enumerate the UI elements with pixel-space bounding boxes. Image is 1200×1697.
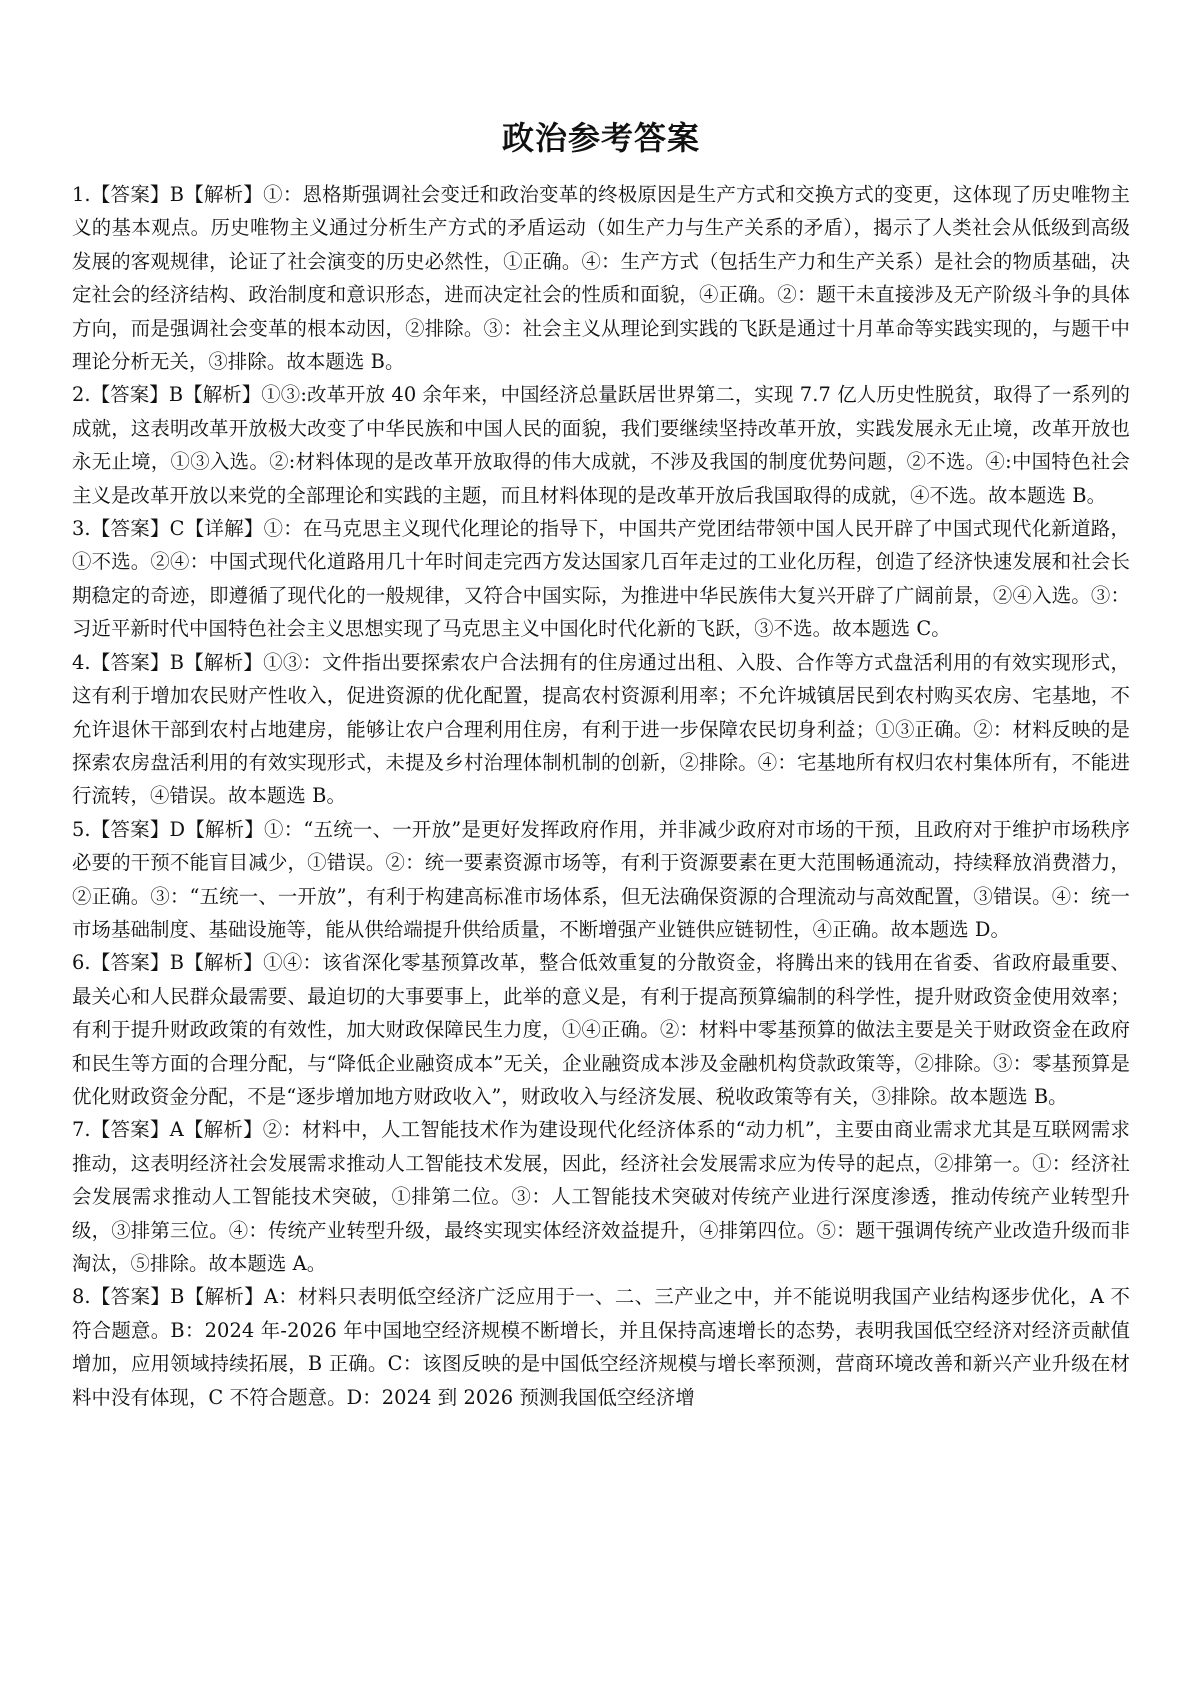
answer-item-2: 2.【答案】B【解析】①③:改革开放 40 余年来，中国经济总量跃居世界第二，实现 7.7 亿人历史性脱贫，取得了一系列的成就，这表明改革开放极大改变了中华民族和中国人民的面貌，我们要继续坚持改革开放，实践发展永无止境，改革开放也永无止境，①③入选。②:材料体现的是改革开放取得的伟大成就，不涉及我国的制度优势问题，②不选。④:中国特色社会主义是改革开放以来党的全部理论和实践的主题，而且材料体现的是改革开放后我国取得的成就，④不选。故本题选 B。 [72, 383, 1130, 507]
answer-item-6: 6.【答案】B【解析】①④：该省深化零基预算改革，整合低效重复的分散资金，将腾出来的钱用在省委、省政府最重要、最关心和人民群众最需要、最迫切的大事要事上，此举的意义是，有利于提高预算编制的科学性，提升财政资金使用效率；有利于提升财政政策的有效性，加大财政保障民生力度，①④正确。②：材料中零基预算的做法主要是关于财政资金在政府和民生等方面的合理分配，与“降低企业融资成本”无关，企业融资成本涉及金融机构贷款政策等，②排除。③：零基预算是优化财政资金分配，不是“逐步增加地方财政收入”，财政收入与经济发展、税收政策等有关，③排除。故本题选 B。 [72, 951, 1130, 1108]
answer-item-7: 7.【答案】A【解析】②：材料中，人工智能技术作为建设现代化经济体系的“动力机”，主要由商业需求尤其是互联网需求推动，这表明经济社会发展需求推动人工智能技术发展，因此，经济社会发展需求应为传导的起点，②排第一。①：经济社会发展需求推动人工智能技术突破，①排第二位。③：人工智能技术突破对传统产业进行深度渗透，推动传统产业转型升级，③排第三位。④：传统产业转型升级，最终实现实体经济效益提升，④排第四位。⑤：题干强调传统产业改造升级而非淘汰，⑤排除。故本题选 A。 [72, 1118, 1130, 1275]
answer-item-5: 5.【答案】D【解析】①：“五统一、一开放”是更好发挥政府作用，并非减少政府对市场的干预，且政府对于维护市场秩序必要的干预不能盲目减少，①错误。②：统一要素资源市场等，有利于资源要素在更大范围畅通流动，持续释放消费潜力，②正确。③：“五统一、一开放”，有利于构建高标准市场体系，但无法确保资源的合理流动与高效配置，③错误。④：统一市场基础制度、基础设施等，能从供给端提升供给质量，不断增强产业链供应链韧性，④正确。故本题选 D。 [72, 817, 1130, 941]
answer-item-3: 3.【答案】C【详解】①：在马克思主义现代化理论的指导下，中国共产党团结带领中国人民开辟了中国式现代化新道路，①不选。②④：中国式现代化道路用几十年时间走完西方发达国家几百年走过的工业化历程，创造了经济快速发展和社会长期稳定的奇迹，即遵循了现代化的一般规律，又符合中国实际，为推进中华民族伟大复兴开辟了广阔前景，②④入选。③：习近平新时代中国特色社会主义思想实现了马克思主义中国化时代化新的飞跃，③不选。故本题选 C。 [72, 517, 1130, 641]
answer-item-4: 4.【答案】B【解析】①③：文件指出要探索农户合法拥有的住房通过出租、入股、合作等方式盘活利用的有效实现形式，这有利于增加农民财产性收入，促进资源的优化配置，提高农村资源利用率；不允许城镇居民到农村购买农房、宅基地，不允许退休干部到农村占地建房，能够让农户合理利用住房，有利于进一步保障农民切身利益；①③正确。②：材料反映的是探索农房盘活利用的有效实现形式，未提及乡村治理体制机制的创新，②排除。④：宅基地所有权归农村集体所有，不能进行流转，④错误。故本题选 B。 [72, 650, 1130, 808]
answer-item-1: 1.【答案】B【解析】①：恩格斯强调社会变迁和政治变革的终极原因是生产方式和交换方式的变更，这体现了历史唯物主义的基本观点。历史唯物主义通过分析生产方式的矛盾运动（如生产力与生产关系的矛盾），揭示了人类社会从低级到高级发展的客观规律，论证了社会演变的历史必然性，①正确。④：生产方式（包括生产力和生产关系）是社会的物质基础，决定社会的经济结构、政治制度和意识形态，进而决定社会的性质和面貌，④正确。②：题干未直接涉及无产阶级斗争的具体方向，而是强调社会变革的根本动因，②排除。③：社会主义从理论到实践的飞跃是通过十月革命等实践实现的，与题干中理论分析无关，③排除。故本题选 B。 [72, 183, 1130, 374]
page-title: 政治参考答案 [501, 119, 700, 157]
answer-item-8: 8.【答案】B【解析】A：材料只表明低空经济广泛应用于一、二、三产业之中，并不能说明我国产业结构逐步优化，A 不符合题意。B：2024 年-2026 年中国地空经济规模不断增长，并且保持高速增长的态势，表明我国低空经济对经济贡献值增加，应用领域持续拓展，B 正确。C：该图反映的是中国低空经济规模与增长率预测，营商环境改善和新兴产业升级在材料中没有体现，C 不符合题意。D：2024 到 2026 预测我国低空经济增 [72, 1285, 1130, 1409]
